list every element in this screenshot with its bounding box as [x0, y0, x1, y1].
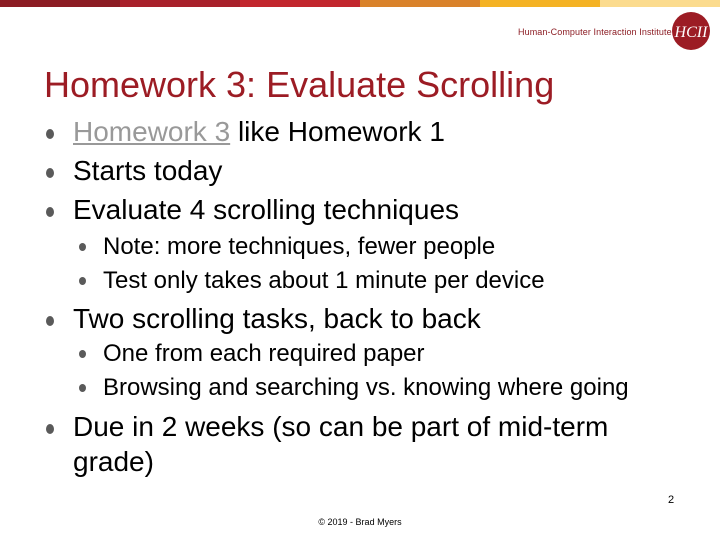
bullet-icon [79, 277, 86, 285]
color-bar-segment [480, 0, 600, 7]
bullet-icon [79, 384, 86, 392]
bullet-text: grade) [73, 446, 154, 477]
top-color-bar [0, 0, 720, 7]
bullet-text: Two scrolling tasks, back to back [73, 303, 481, 334]
bullet-icon [46, 424, 54, 434]
bullet-icon [46, 168, 54, 178]
bullet-icon [46, 129, 54, 139]
color-bar-segment [0, 0, 120, 7]
bullet-icon [46, 316, 54, 326]
bullet-text: Evaluate 4 scrolling techniques [73, 194, 460, 225]
logo-text: HCII [674, 24, 708, 41]
bullet-icon [79, 243, 86, 251]
color-bar-segment [360, 0, 480, 7]
bullet-text: Starts today [73, 155, 223, 186]
bullet-text: Due in 2 weeks (so can be part of mid-term [73, 411, 609, 442]
bullet-icon [79, 350, 86, 358]
color-bar-segment [120, 0, 240, 7]
page-number: 2 [668, 494, 675, 506]
bullet-text: Homework 3 like Homework 1 [73, 116, 445, 147]
color-bar-segment [240, 0, 360, 7]
bullet-icon [46, 207, 54, 217]
bullet-text: Test only takes about 1 minute per device [103, 267, 545, 294]
color-bar-segment [600, 0, 720, 7]
homework-link[interactable]: Homework 3 [73, 116, 231, 147]
slide-title: Homework 3: Evaluate Scrolling [44, 64, 555, 105]
bullet-text: One from each required paper [103, 340, 425, 367]
footer-copyright: © 2019 - Brad Myers [318, 517, 402, 527]
institute-name: Human-Computer Interaction Institute [518, 27, 672, 37]
hcii-logo [670, 10, 712, 52]
bullet-text: Note: more techniques, fewer people [103, 233, 496, 260]
bullet-text: Browsing and searching vs. knowing where going [103, 374, 629, 401]
